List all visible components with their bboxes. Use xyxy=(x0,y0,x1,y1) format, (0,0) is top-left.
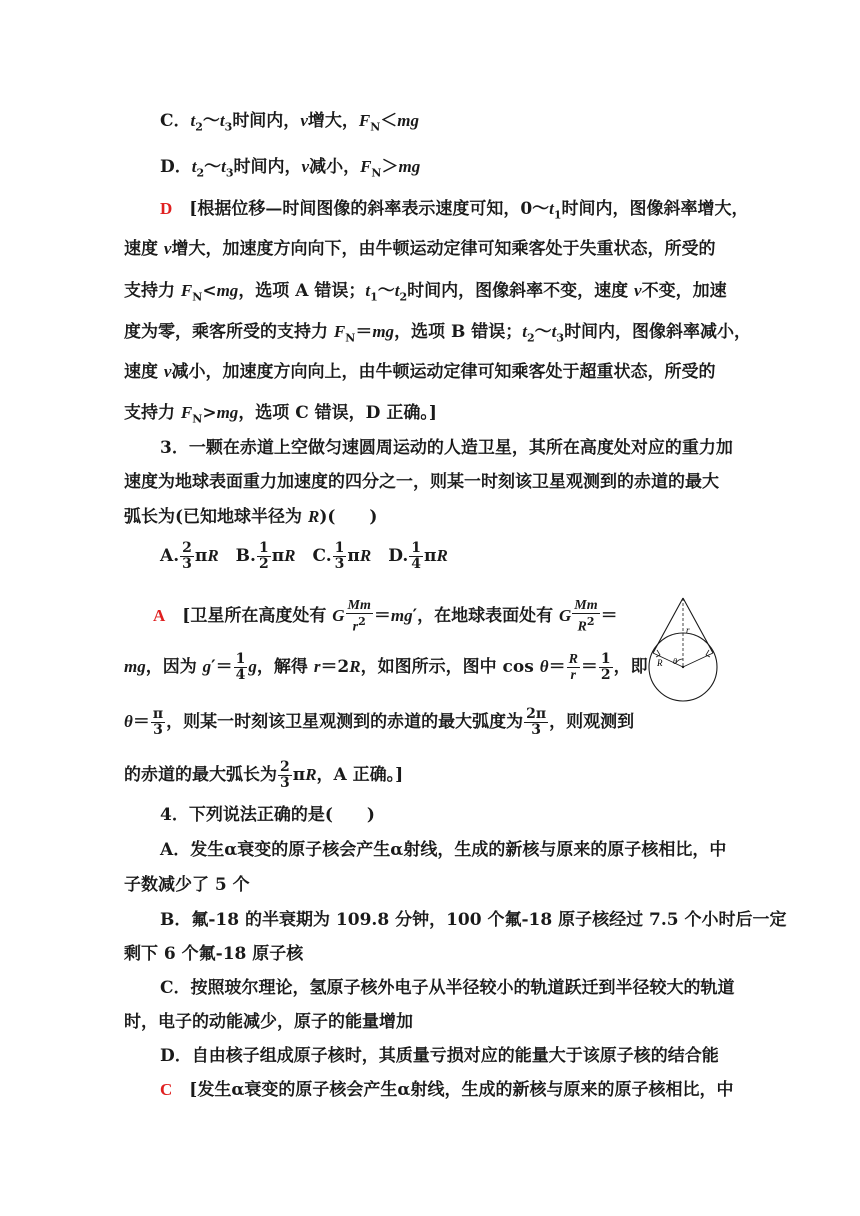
label-big-r: R xyxy=(657,658,663,668)
answer-2-line-5: 速度 v减小，加速度方向向上，由牛顿运动定律可知乘客处于超重状态，所受的 xyxy=(124,362,716,382)
question-4-b-line-2: 剩下 6 个氟-18 原子核 xyxy=(124,944,304,964)
answer-3-line-3: θ＝ $\frac{\pi}{3}$ ，则某一时刻该卫星观测到的赤道的最大弧度为 $\frac{2\pi}{3}$ ，则观测到 xyxy=(124,706,635,738)
answer-2-line-2: 速度 v增大，加速度方向向下，由牛顿运动定律可知乘客处于失重状态，所受的 xyxy=(124,239,716,259)
question-4-d-line-1: D．自由核子组成原子核时，其质量亏损对应的能量大于该原子核的结合能 xyxy=(160,1046,719,1066)
question-4-a-line-2: 子数减少了 5 个 xyxy=(124,875,250,895)
question-4-c-line-2: 时，电子的动能减少，原子的能量增加 xyxy=(124,1012,413,1032)
option-c-line: C．$t_2\sim t_3$时间内，v增大，$F_N<mg$ xyxy=(160,111,419,134)
answer-3-line-1: A [卫星所在高度处有 G $\frac{Mm}{r^2}$ ＝mg′，在地球表面处有 G $\frac{Mm}{R^2}$ ＝ xyxy=(153,598,618,635)
answer-letter: D xyxy=(160,199,173,218)
option-d-line: D．$t_2\sim t_3$时间内，v减小，$F_N>mg$ xyxy=(160,157,421,180)
answer-2-line-4: 度为零，乘客所受的支持力 $F_N=mg$，选项 B 错误；$t_2\sim t_3$时间内，图像斜率减小， xyxy=(124,322,752,345)
answer-4-line-1: C [发生α衰变的原子核会产生α射线，生成的新核与原来的原子核相比，中 xyxy=(160,1080,734,1100)
answer-3-line-2: mg，因为 g′＝ $\frac{1}{4}$ g，解得 r＝2R，如图所示，图中 cos θ＝ $\frac{R}{r}$ ＝ $\frac{1}{2}$ ，即 xyxy=(124,651,648,683)
label-theta: θ xyxy=(673,657,677,666)
question-3-line-3: 弧长为(已知地球半径为 R)( ) xyxy=(124,507,378,527)
answer-letter: C xyxy=(160,1080,173,1099)
label-r: r xyxy=(686,625,690,635)
answer-letter: A xyxy=(153,605,166,625)
question-4-c-line-1: C．按照玻尔理论，氢原子核外电子从半径较小的轨道跃迁到半径较大的轨道 xyxy=(160,978,735,998)
question-4-a-line-1: A．发生α衰变的原子核会产生α射线，生成的新核与原来的原子核相比，中 xyxy=(160,840,727,860)
satellite-geometry-figure xyxy=(640,593,746,705)
question-3-options: A. $\frac{2}{3}$ πR B. $\frac{1}{2}$ πR C. $\frac{1}{3}$ πR D. $\frac{1}{4}$ πR xyxy=(160,540,448,572)
question-3-line-2: 速度为地球表面重力加速度的四分之一，则某一时刻该卫星观测到的赤道的最大 xyxy=(124,472,719,492)
question-4-b-line-1: B．氟-18 的半衰期为 109.8 分钟，100 个氟-18 原子核经过 7.5 个小时后一定 xyxy=(160,910,787,930)
answer-2-line-6: 支持力 $F_N>mg$，选项 C 错误，D 正确。] xyxy=(124,403,437,426)
answer-2-line-3: 支持力 $F_N<mg$，选项 A 错误；$t_1\sim t_2$时间内，图像斜率不变，速度 v不变，加速 xyxy=(124,281,727,304)
question-4-stem: 4．下列说法正确的是( ) xyxy=(160,805,375,825)
question-3-line-1: 3．一颗在赤道上空做匀速圆周运动的人造卫星，其所在高度处对应的重力加 xyxy=(160,438,733,458)
answer-2-line-1: D [根据位移—时间图像的斜率表示速度可知，$0\sim t_1$时间内，图像斜率增大， xyxy=(160,199,749,222)
answer-3-line-4: 的赤道的最大弧长为 $\frac{2}{3}$ πR，A 正确。] xyxy=(124,759,404,791)
